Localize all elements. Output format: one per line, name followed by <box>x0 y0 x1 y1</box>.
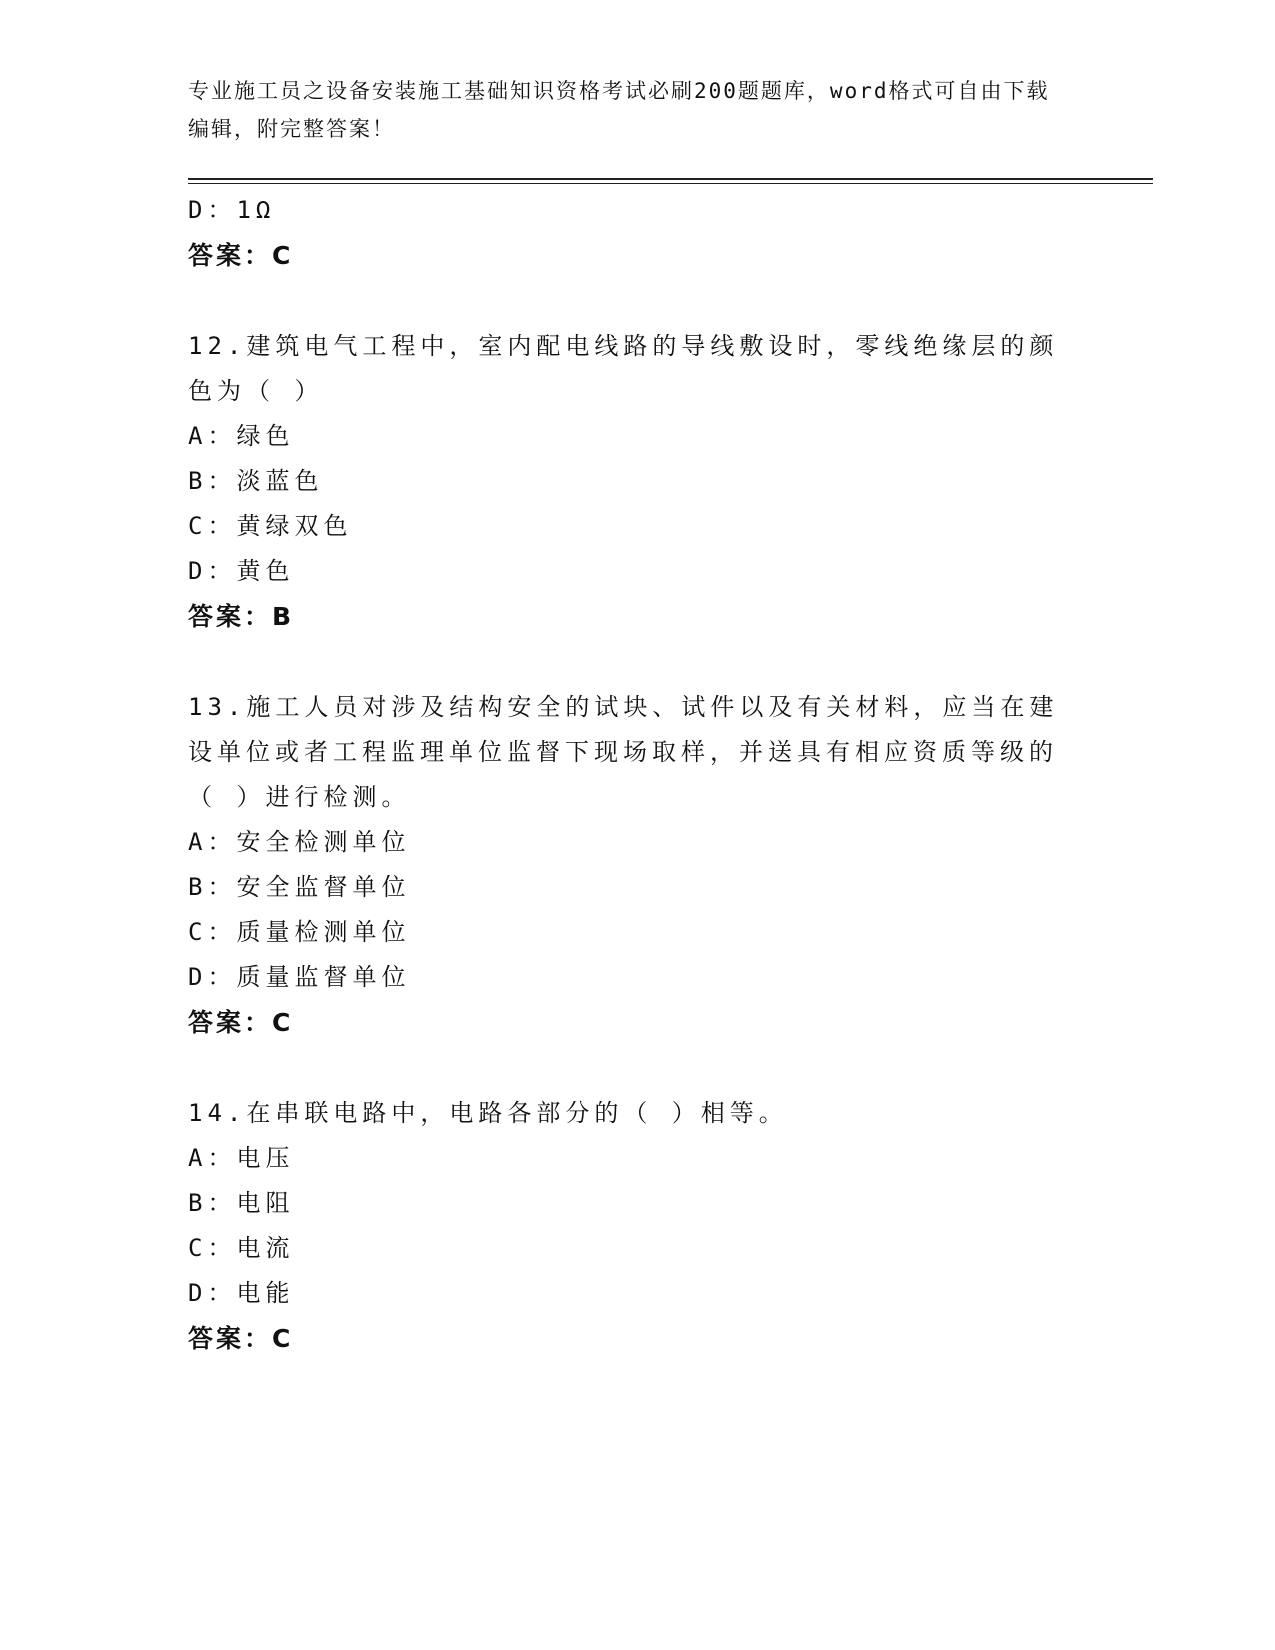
question-text: 13.施工人员对涉及结构安全的试块、试件以及有关材料，应当在建设单位或者工程监理单位监督下现场取样，并送具有相应资质等级的（ ）进行检测。 <box>188 693 1059 811</box>
spacer <box>188 1045 1068 1091</box>
option-a: A：绿色 <box>188 422 295 450</box>
previous-question-tail <box>188 188 1068 278</box>
question-text: 14.在串联电路中，电路各部分的（ ）相等。 <box>188 1099 788 1127</box>
option-a: A：电压 <box>188 1144 295 1172</box>
question-12 <box>188 324 1068 639</box>
document-body <box>188 188 1068 1361</box>
answer-line: 答案：C <box>188 241 294 270</box>
question-text: 12.建筑电气工程中，室内配电线路的导线敷设时，零线绝缘层的颜色为（ ） <box>188 332 1059 405</box>
answer-line: 答案：B <box>188 602 295 631</box>
option-b: B：电阻 <box>188 1189 295 1217</box>
answer-line: 答案：C <box>188 1008 294 1037</box>
option-c: C：质量检测单位 <box>188 918 411 946</box>
option-b: B：淡蓝色 <box>188 467 324 495</box>
spacer <box>188 278 1068 324</box>
question-13 <box>188 685 1068 1045</box>
answer-line: 答案：C <box>188 1324 294 1353</box>
option-b: B：安全监督单位 <box>188 873 411 901</box>
spacer <box>188 639 1068 685</box>
option-c: C：黄绿双色 <box>188 512 353 540</box>
option-d: D：1Ω <box>188 196 276 224</box>
option-c: C：电流 <box>188 1234 295 1262</box>
document-header <box>188 72 1068 148</box>
header-rule-thick <box>188 178 1153 180</box>
header-rule-thin <box>188 183 1153 184</box>
question-14 <box>188 1091 1068 1361</box>
option-d: D：黄色 <box>188 557 295 585</box>
option-d: D：质量监督单位 <box>188 963 411 991</box>
option-d: D：电能 <box>188 1279 295 1307</box>
header-title: 专业施工员之设备安装施工基础知识资格考试必刷200题题库，word格式可自由下载编辑，附完整答案！ <box>188 79 1050 141</box>
option-a: A：安全检测单位 <box>188 828 411 856</box>
